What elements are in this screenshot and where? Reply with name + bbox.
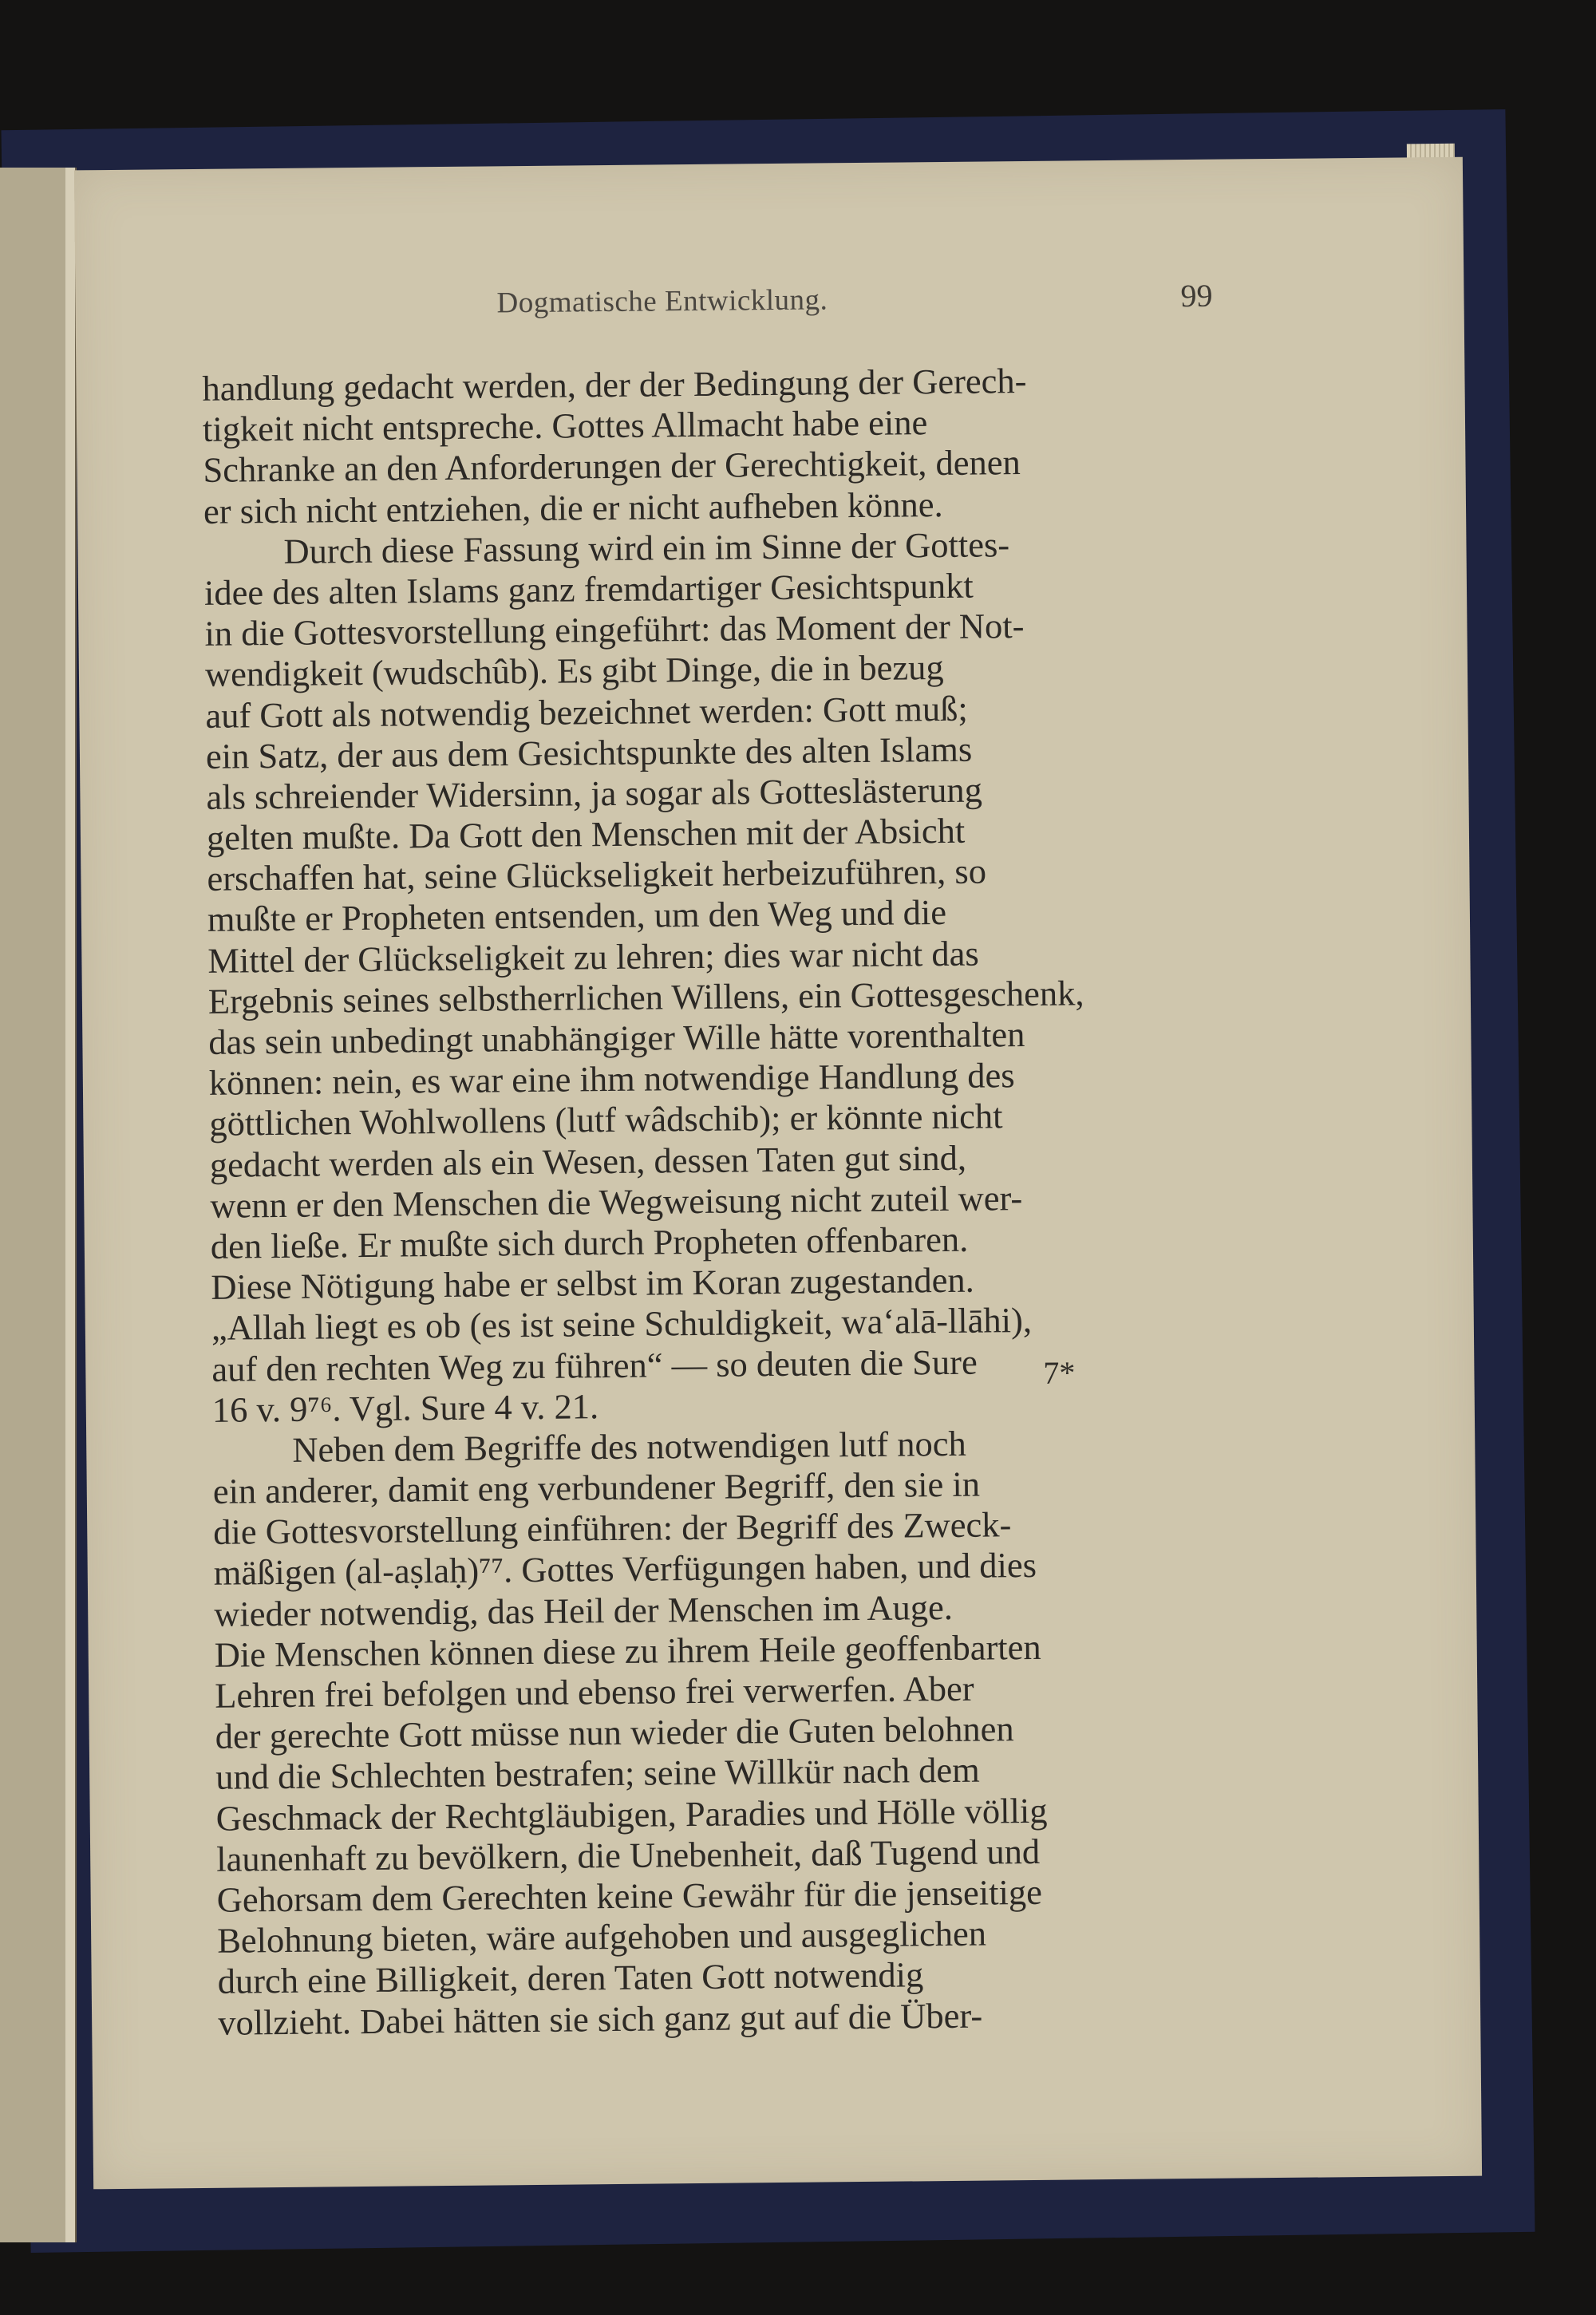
text-line: in die Gottesvorstellung eingeführt: das Moment der Not- <box>204 606 1025 654</box>
text-line: Mittel der Glückseligkeit zu lehren; dies war nicht das <box>207 933 979 981</box>
text-line: göttlichen Wohlwollens (lutf wâdschib); er könnte nicht <box>209 1096 1003 1144</box>
text-line: er sich nicht entziehen, die er nicht aufheben könne. <box>203 484 943 531</box>
text-line: handlung gedacht werden, der der Bedingung der Gerech- <box>202 360 1027 409</box>
text-line: der gerechte Gott müsse nun wieder die Guten belohnen <box>215 1709 1014 1756</box>
text-line: tigkeit nicht entspreche. Gottes Allmacht habe eine <box>202 402 928 450</box>
text-line: wenn er den Menschen die Wegweisung nicht zuteil wer- <box>210 1177 1023 1226</box>
text-line: Schranke an den Anforderungen der Gerechtigkeit, denen <box>203 442 1021 491</box>
text-line: 16 v. 9⁷⁶. Vgl. Sure 4 v. 21. <box>211 1385 599 1430</box>
text-line: Geschmack der Rechtgläubigen, Paradies und Hölle völlig <box>215 1790 1048 1839</box>
text-line: Gehorsam dem Gerechten keine Gewähr für die jenseitige <box>216 1871 1043 1920</box>
running-head: Dogmatische Entwicklung. <box>496 283 828 320</box>
text-line: können: nein, es war eine ihm notwendige Handlung des <box>208 1055 1015 1104</box>
signature-mark: 7* <box>1043 1354 1076 1391</box>
paragraph-start-line: Neben dem Begriffe des notwendigen lutf noch <box>292 1423 966 1470</box>
text-line: launenhaft zu bevölkern, die Unebenheit, daß Tugend und <box>215 1831 1041 1879</box>
paragraph-start-line: Durch diese Fassung wird ein im Sinne der Gottes- <box>283 523 1010 571</box>
text-line: Belohnung bieten, wäre aufgehoben und ausgeglichen <box>216 1913 987 1961</box>
text-line: idee des alten Islams ganz fremdartiger Gesichtspunkt <box>203 565 974 613</box>
text-line: erschaffen hat, seine Glückseligkeit herbeizuführen, so <box>207 851 987 899</box>
left-page-margin <box>65 168 75 2242</box>
text-line: auf den rechten Weg zu führen“ — so deuten die Sure <box>211 1341 978 1389</box>
text-line: „Allah liegt es ob (es ist seine Schuldigkeit, wa‘alā-llāhi), <box>211 1300 1033 1349</box>
text-line: auf Gott als notwendig bezeichnet werden: Gott muß; <box>205 688 968 736</box>
text-line: durch eine Billigkeit, deren Taten Gott notwendig <box>217 1954 924 2002</box>
text-line: gedacht werden als ein Wesen, dessen Taten gut sind, <box>209 1137 967 1185</box>
text-line: den ließe. Er mußte sich durch Propheten offenbaren. <box>210 1219 969 1266</box>
text-line: Die Menschen können diese zu ihrem Heile geoffenbarten <box>214 1626 1041 1675</box>
text-line: ein Satz, der aus dem Gesichtspunkte des alten Islams <box>205 729 973 776</box>
text-line: wendigkeit (wudschûb). Es gibt Dinge, die in bezug <box>204 647 944 695</box>
text-line: vollzieht. Dabei hätten sie sich ganz gut auf die Über- <box>217 1995 983 2043</box>
text-line: Lehren frei befolgen und ebenso frei verwerfen. Aber <box>215 1668 974 1716</box>
text-line: das sein unbedingt unabhängiger Wille hätte vorenthalten <box>208 1014 1025 1062</box>
text-line: und die Schlechten bestrafen; seine Willkür nach dem <box>215 1749 980 1798</box>
book-page <box>74 157 1482 2190</box>
text-line: als schreiender Widersinn, ja sogar als Gotteslästerung <box>206 769 983 817</box>
text-line: Ergebnis seines selbstherrlichen Willens, ein Gottesgeschenk, <box>207 973 1084 1021</box>
text-line: mäßigen (al-aṣlaḥ)⁷⁷. Gottes Verfügungen haben, und dies <box>213 1545 1037 1594</box>
text-line: die Gottesvorstellung einführen: der Begriff des Zweck- <box>213 1504 1012 1553</box>
text-line: gelten mußte. Da Gott den Menschen mit der Absicht <box>206 810 966 858</box>
text-line: Diese Nötigung habe er selbst im Koran zugestanden. <box>211 1259 975 1307</box>
body-text <box>202 358 1279 2043</box>
text-line: ein anderer, damit eng verbundener Begriff, den sie in <box>212 1464 981 1511</box>
page-number: 99 <box>1180 277 1213 314</box>
text-line: mußte er Propheten entsenden, um den Weg und die <box>207 892 947 940</box>
text-line: wieder notwendig, das Heil der Menschen im Auge. <box>214 1586 954 1634</box>
